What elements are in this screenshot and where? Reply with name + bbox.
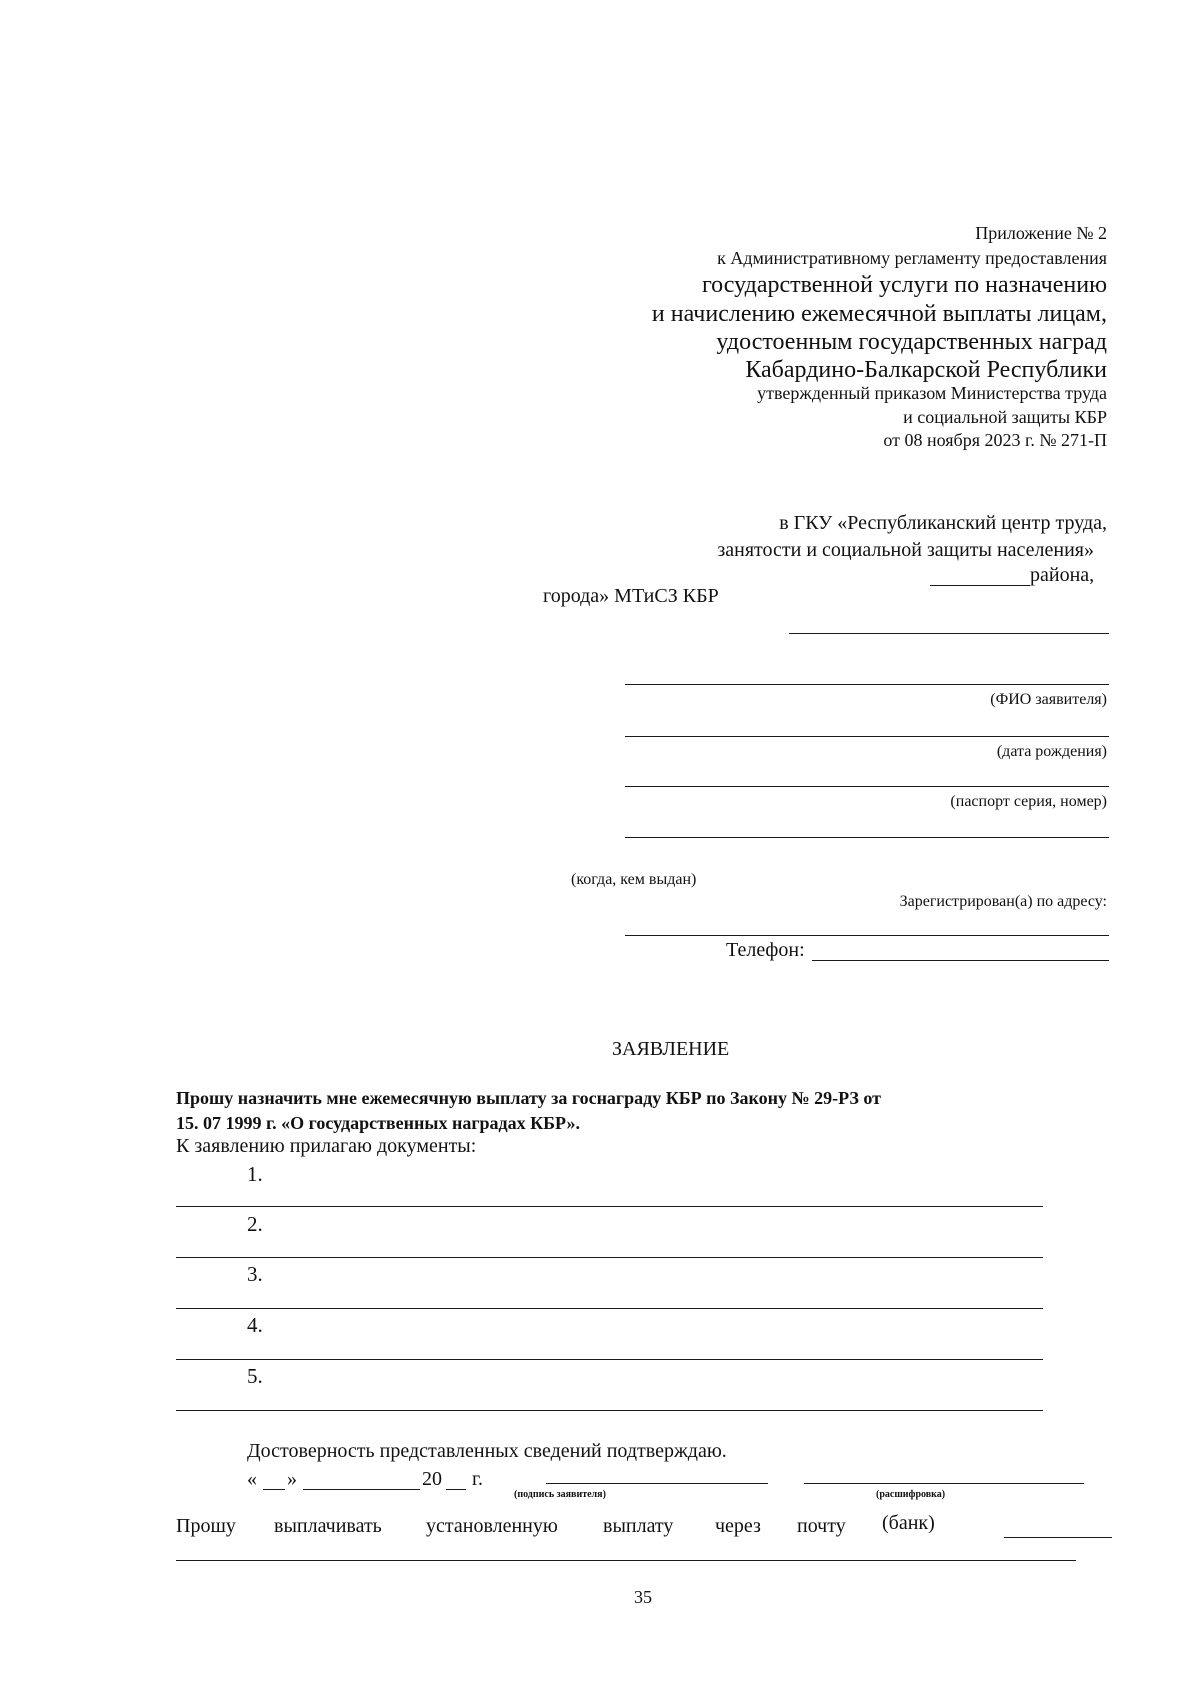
header-line-approved: утвержденный приказом Министерства труда: [757, 383, 1107, 403]
payment-blank-short: [1004, 1537, 1112, 1538]
phone-label: Телефон:: [726, 939, 805, 961]
confirmation-text: Достоверность представленных сведений подтверждаю.: [247, 1440, 727, 1462]
attachment-line: [176, 1359, 1043, 1360]
header-line-regulation: к Административному регламенту предоставления: [717, 248, 1107, 268]
date-month-line: [303, 1489, 420, 1490]
signature-caption: (подпись заявителя): [514, 1489, 606, 1500]
attachment-item-number: 4.: [247, 1313, 263, 1337]
addressee-line-2: занятости и социальной защиты населения»: [717, 539, 1094, 561]
payment-word-post: почту: [797, 1515, 846, 1537]
header-line-service: государственной услуги по назначению: [701, 272, 1107, 298]
attachment-item-number: 1.: [247, 1162, 263, 1186]
header-line-accrual: и начислению ежемесячной выплаты лицам,: [651, 301, 1107, 327]
passport-line: [625, 786, 1109, 787]
payment-word-established: установленную: [426, 1515, 558, 1537]
district-blank-line: [930, 585, 1030, 586]
birth-date-line: [625, 736, 1109, 737]
date-close-quote: »: [287, 1468, 297, 1490]
attachment-line: [176, 1410, 1043, 1411]
addressee-line-1: в ГКУ «Республиканский центр труда,: [779, 512, 1107, 534]
attachment-line: [176, 1308, 1043, 1309]
issued-line: [625, 837, 1109, 838]
passport-caption: (паспорт серия, номер): [950, 793, 1107, 810]
payment-blank-line: [176, 1560, 1076, 1561]
address-line: [625, 935, 1109, 936]
attachment-item-number: 3.: [247, 1262, 263, 1286]
header-line-awarded: удостоенным государственных наград: [716, 329, 1107, 355]
attachment-line: [176, 1257, 1043, 1258]
fio-caption: (ФИО заявителя): [990, 691, 1107, 708]
phone-line: [812, 960, 1109, 961]
fio-line: [625, 684, 1109, 685]
attachments-label: К заявлению прилагаю документы:: [176, 1135, 477, 1157]
header-line-ministry: и социальной защиты КБР: [903, 407, 1107, 427]
payment-word-payment: выплату: [603, 1515, 674, 1537]
statement-title: ЗАЯВЛЕНИЕ: [612, 1038, 730, 1060]
issued-caption: (когда, кем выдан): [571, 871, 697, 888]
attachment-item-number: 5.: [247, 1364, 263, 1388]
decoding-caption: (расшифровка): [876, 1489, 946, 1500]
payment-word-via: через: [715, 1515, 761, 1537]
decoding-line: [804, 1483, 1084, 1484]
address-caption: Зарегистрирован(а) по адресу:: [899, 893, 1107, 910]
birth-date-caption: (дата рождения): [996, 743, 1107, 760]
page-number: 35: [634, 1587, 652, 1607]
attachment-line: [176, 1206, 1043, 1207]
date-day-line: [263, 1489, 285, 1490]
year-prefix: 20: [422, 1468, 442, 1490]
date-open-quote: «: [247, 1468, 257, 1490]
header-line-appendix: Приложение № 2: [975, 223, 1107, 243]
addressee-city: города» МТиСЗ КБР: [543, 585, 719, 607]
date-year-line: [446, 1489, 466, 1490]
signature-line: [546, 1483, 768, 1484]
payment-word-pay: выплачивать: [274, 1515, 382, 1537]
header-line-order-date: от 08 ноября 2023 г. № 271-П: [883, 430, 1107, 450]
attachment-item-number: 2.: [247, 1212, 263, 1236]
addressee-district-suffix: района,: [1030, 564, 1095, 586]
header-line-republic: Кабардино-Балкарской Республики: [745, 357, 1107, 383]
payment-word-prosh: Прошу: [176, 1515, 236, 1537]
statement-request-line-1: Прошу назначить мне ежемесячную выплату за госнаграду КБР по Закону № 29-РЗ от: [176, 1088, 881, 1108]
payment-word-bank: (банк): [882, 1512, 935, 1534]
year-suffix: г.: [472, 1468, 483, 1490]
addressee-blank-line: [789, 633, 1109, 634]
statement-request-line-2: 15. 07 1999 г. «О государственных наградах КБР».: [176, 1113, 580, 1133]
